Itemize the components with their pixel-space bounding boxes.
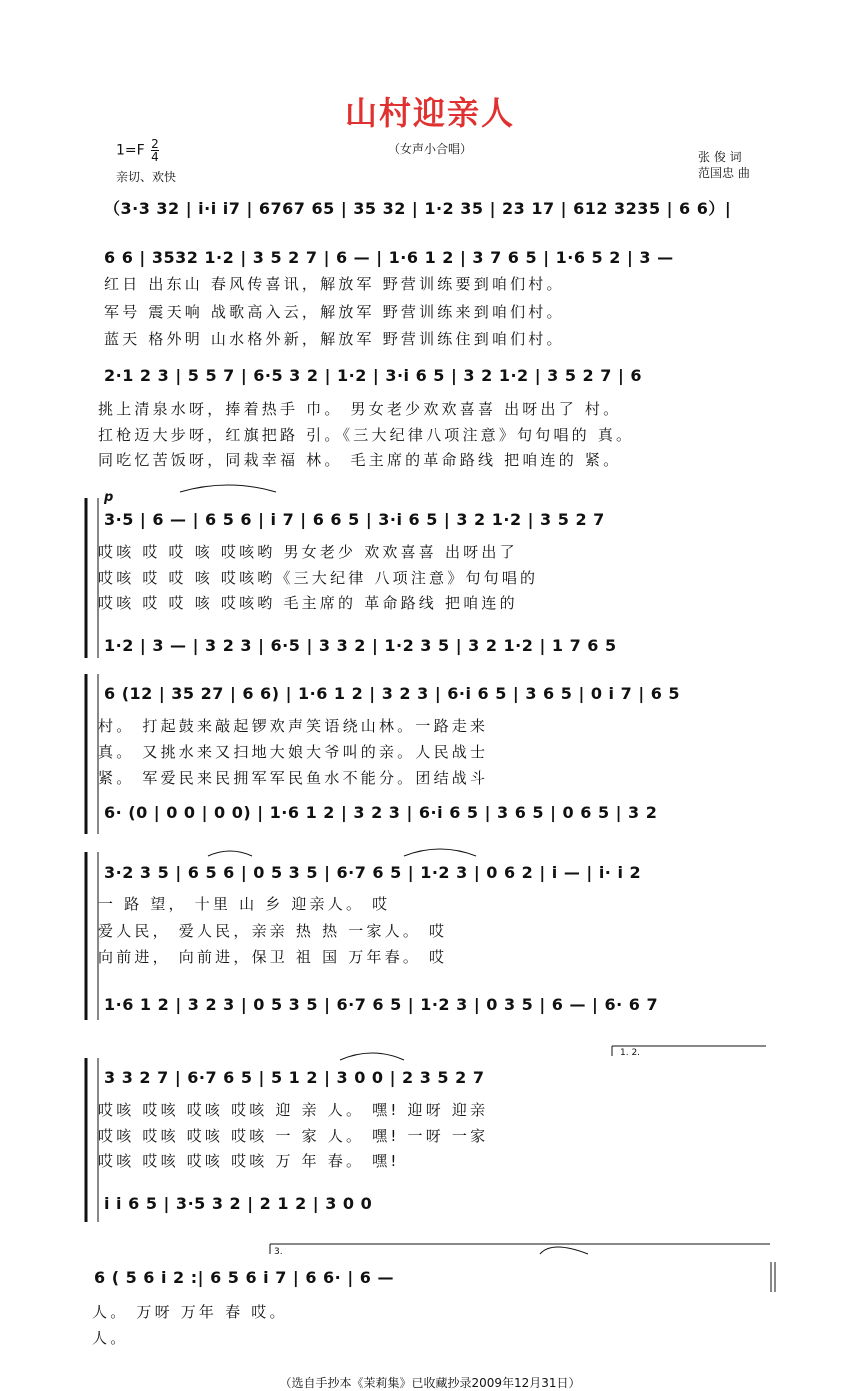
system4-lyric-2: 真。 又挑水来又扫地大娘大爷叫的亲。人民战士	[98, 743, 489, 761]
system6-upper-notes: 3 3 2 7 | 6·7 6 5 | 5 1 2 | 3 0 0 | 2 3 5 2 7	[104, 1068, 485, 1087]
volta-1-2: 1. 2.	[620, 1048, 641, 1058]
system6-lyric-3: 哎咳 哎咳 哎咳 哎咳 万 年 春。 嘿!	[98, 1152, 400, 1170]
system1-lyric-3: 蓝天 格外明 山水格外新，解放军 野营训练住到咱们村。	[104, 330, 565, 348]
key-label: 1=F	[116, 142, 145, 159]
song-title: 山村迎亲人	[344, 94, 515, 132]
final-barline	[771, 1262, 775, 1292]
system6-lyric-2: 哎咳 哎咳 哎咳 哎咳 一 家 人。 嘿! 一呀 一家	[98, 1127, 489, 1145]
system3-lyric-2: 哎咳 哎 哎 咳 哎咳哟《三大纪律 八项注意》句句唱的	[98, 569, 539, 587]
system2-lyric-2: 扛枪迈大步呀，红旗把路 引。《三大纪律八项注意》句句唱的 真。	[98, 426, 635, 444]
system6-lyric-1: 哎咳 哎咳 哎咳 哎咳 迎 亲 人。 嘿! 迎呀 迎亲	[98, 1101, 489, 1119]
system1-lyric-2: 军号 震天响 战歌高入云，解放军 野营训练来到咱们村。	[104, 303, 565, 321]
system4-lyric-1: 村。 打起鼓来敲起锣欢声笑语绕山林。一路走来	[98, 717, 489, 735]
system2-lyric-3: 同吃忆苦饭呀，同栽幸福 林。 毛主席的革命路线 把咱连的 紧。	[98, 451, 622, 469]
time-signature: $\frac{2}{4}$	[151, 137, 159, 164]
volta-1-2-line	[612, 1046, 766, 1056]
source-footnote: （选自手抄本《茉莉集》已收藏抄录2009年12月31日）	[279, 1376, 581, 1390]
tempo-marking: 亲切、欢快	[116, 170, 177, 184]
system1-lyric-1: 红日 出东山 春风传喜讯，解放军 野营训练要到咱们村。	[104, 275, 565, 293]
system4-lyric-3: 紧。 军爱民来民拥军军民鱼水不能分。团结战斗	[98, 769, 489, 787]
system7-lyric-2: 人。	[92, 1329, 129, 1347]
system3-upper-notes: 3·5 | 6 — | 6 5 6 | i 7 | 6 6 5 | 3·i 6 5 | 3 2 1·2 | 3 5 2 7	[104, 510, 605, 529]
song-subtitle: （女声小合唱）	[387, 142, 472, 156]
system7-lyric-1: 人。 万呀 万年 春 哎。	[92, 1303, 288, 1321]
system6-lower-notes: i i 6 5 | 3·5 3 2 | 2 1 2 | 3 0 0	[104, 1194, 373, 1213]
system3-lyric-3: 哎咳 哎 哎 咳 哎咳哟 毛主席的 革命路线 把咱连的	[98, 594, 518, 612]
system5-lyric-1: 一 路 望， 十里 山 乡 迎亲人。 哎	[98, 895, 391, 913]
volta-3-line	[270, 1244, 770, 1254]
system3-lower-notes: 1·2 | 3 — | 3 2 3 | 6·5 | 3 3 2 | 1·2 3 5 | 3 2 1·2 | 1 7 6 5	[104, 636, 617, 655]
system2-notes: 2·1 2 3 | 5 5 7 | 6·5 3 2 | 1·2 | 3·i 6 5 | 3 2 1·2 | 3 5 2 7 | 6	[104, 366, 642, 385]
system7-notes: 6 ( 5 6 i 2 :| 6 5 6 i 7 | 6 6· | 6 —	[94, 1268, 394, 1287]
volta-3: 3.	[274, 1247, 283, 1257]
system4-upper-notes: 6 (12 | 35 27 | 6 6) | 1·6 1 2 | 3 2 3 | 6·i 6 5 | 3 6 5 | 0 i 7 | 6 5	[104, 684, 681, 703]
system5-lower-notes: 1·6 1 2 | 3 2 3 | 0 5 3 5 | 6·7 6 5 | 1·2 3 | 0 3 5 | 6 — | 6· 6 7	[104, 995, 659, 1014]
system5-lyric-2: 爱人民， 爱人民，亲亲 热 热 一家人。 哎	[98, 922, 448, 940]
system5-upper-notes: 3·2 3 5 | 6 5 6 | 0 5 3 5 | 6·7 6 5 | 1·2 3 | 0 6 2 | i — | i· i 2	[104, 863, 642, 882]
dynamic-piano: p	[104, 490, 114, 505]
system4-lower-notes: 6· (0 | 0 0 | 0 0) | 1·6 1 2 | 3 2 3 | 6·i 6 5 | 3 6 5 | 0 6 5 | 3 2	[104, 803, 658, 822]
system5-lyric-3: 向前进， 向前进，保卫 祖 国 万年春。 哎	[98, 948, 448, 966]
system1-notes: 6 6 | 3532 1·2 | 3 5 2 7 | 6 — | 1·6 1 2 | 3 7 6 5 | 1·6 5 2 | 3 —	[104, 248, 674, 267]
system2-lyric-1: 挑上清泉水呀，捧着热手 巾。 男女老少欢欢喜喜 出呀出了 村。	[98, 400, 622, 418]
intro-notes: （3·3 32 | i·i i7 | 6767 65 | 35 32 | 1·2 35 | 23 17 | 612 3235 | 6 6）|	[104, 199, 732, 218]
lyricist-credit: 张 俊 词	[698, 150, 742, 164]
system3-lyric-1: 哎咳 哎 哎 咳 哎咳哟 男女老少 欢欢喜喜 出呀出了	[98, 543, 518, 561]
composer-credit: 范国忠 曲	[698, 166, 750, 180]
